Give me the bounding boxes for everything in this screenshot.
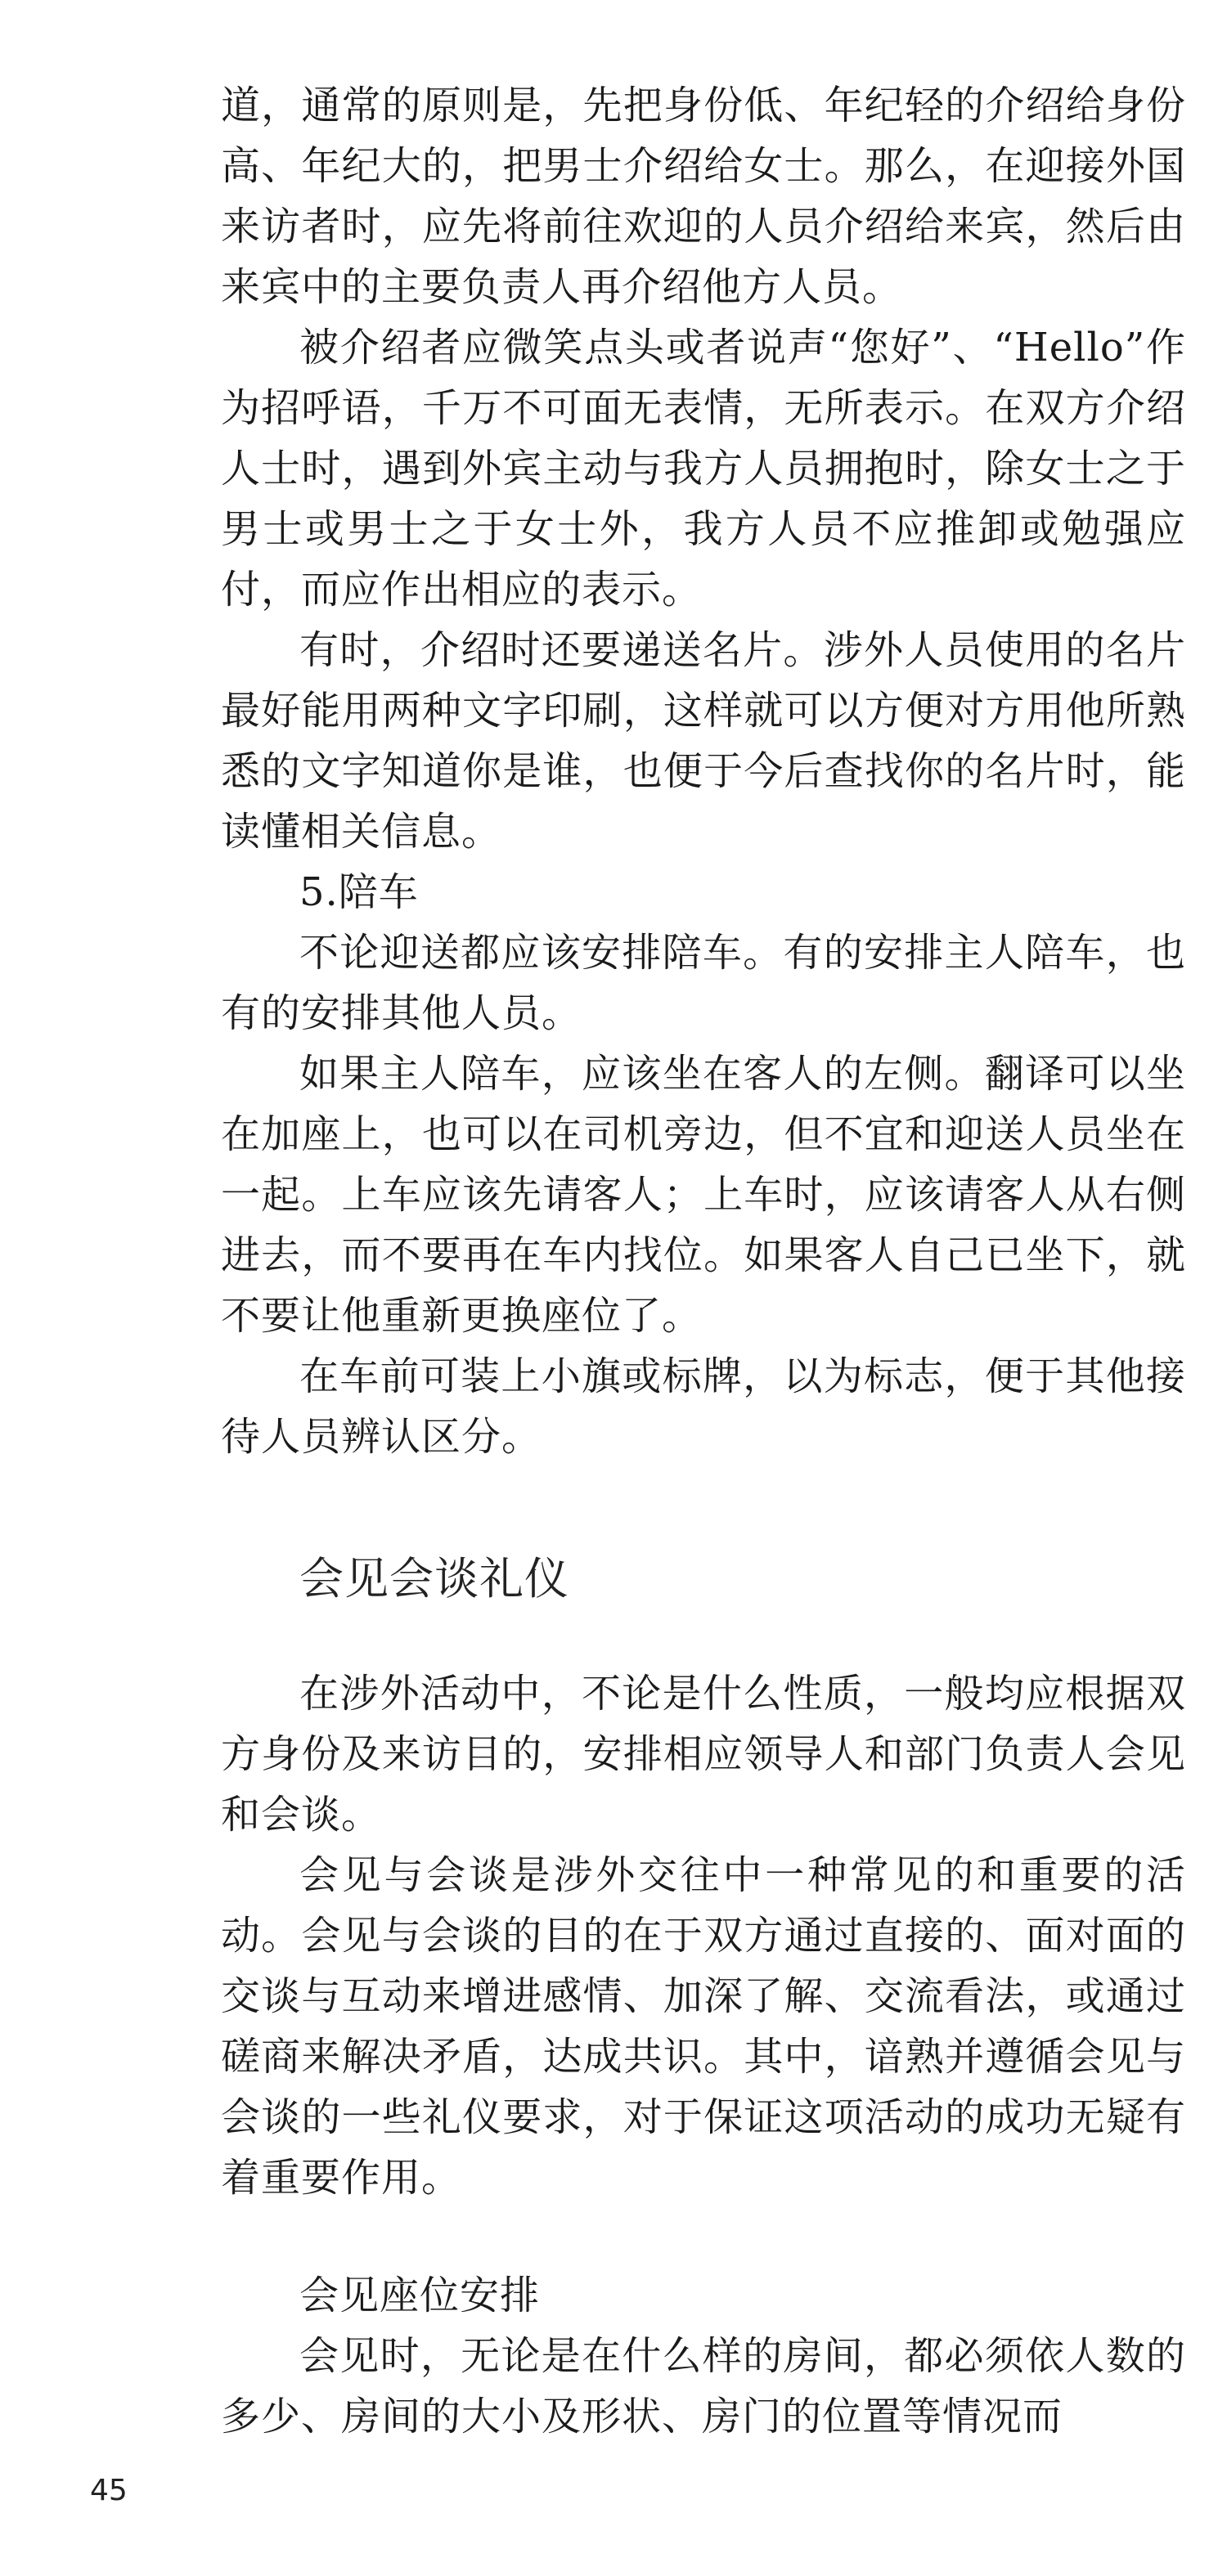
spacer (221, 1609, 1186, 1663)
subheading-escort-car: 5.陪车 (299, 869, 419, 915)
body-text (221, 75, 1186, 2447)
paragraph: 如果主人陪车，应该坐在客人的左侧。翻译可以坐在加座上，也可以在司机旁边，但不宜和迎送人员坐在一起。上车应该先请客人；上车时，应该请客人从右侧进去，而不要再在车内找位。如果客人自己已坐下，就不要让他重新更换座位了。 (221, 1051, 1186, 1339)
paragraph: 有时，介绍时还要递送名片。涉外人员使用的名片最好能用两种文字印刷，这样就可以方便对方用他所熟悉的文字知道你是谁，也便于今后查找你的名片时，能读懂相关信息。 (221, 627, 1186, 855)
subheading-seating: 会见座位安排 (299, 2273, 541, 2318)
paragraph-continued: 道，通常的原则是，先把身份低、年纪轻的介绍给身份高、年纪大的，把男士介绍给女士。那么，在迎接外国来访者时，应先将前往欢迎的人员介绍给来宾，然后由来宾中的主要负责人再介绍他方人员。 (221, 83, 1186, 310)
section-title: 会见会谈礼仪 (299, 1553, 569, 1604)
page-number: 45 (90, 2474, 128, 2507)
spacer (221, 1467, 1186, 1549)
paragraph: 不论迎送都应该安排陪车。有的安排主人陪车，也有的安排其他人员。 (221, 930, 1186, 1036)
paragraph: 会见时，无论是在什么样的房间，都必须依人数的多少、房间的大小及形状、房门的位置等情况而 (221, 2333, 1186, 2439)
paragraph: 在涉外活动中，不论是什么性质，一般均应根据双方身份及来访目的，安排相应领导人和部门负责人会见和会谈。 (221, 1671, 1186, 1838)
paragraph: 被介绍者应微笑点头或者说声“您好”、“Hello”作为招呼语，千万不可面无表情，无所表示。在双方介绍人士时，遇到外宾主动与我方人员拥抱时，除女士之于男士或男士之于女士外，我方人员不应推卸或勉强应付，而应作出相应的表示。 (221, 325, 1186, 613)
paragraph: 会见与会谈是涉外交往中一种常见的和重要的活动。会见与会谈的目的在于双方通过直接的、面对面的交谈与互动来增进感情、加深了解、交流看法，或通过磋商来解决矛盾，达成共识。其中，谙熟并遵循会见与会谈的一些礼仪要求，对于保证这项活动的成功无疑有着重要作用。 (221, 1852, 1186, 2201)
spacer (221, 2208, 1186, 2265)
paragraph: 在车前可装上小旗或标牌，以为标志，便于其他接待人员辨认区分。 (221, 1353, 1186, 1460)
